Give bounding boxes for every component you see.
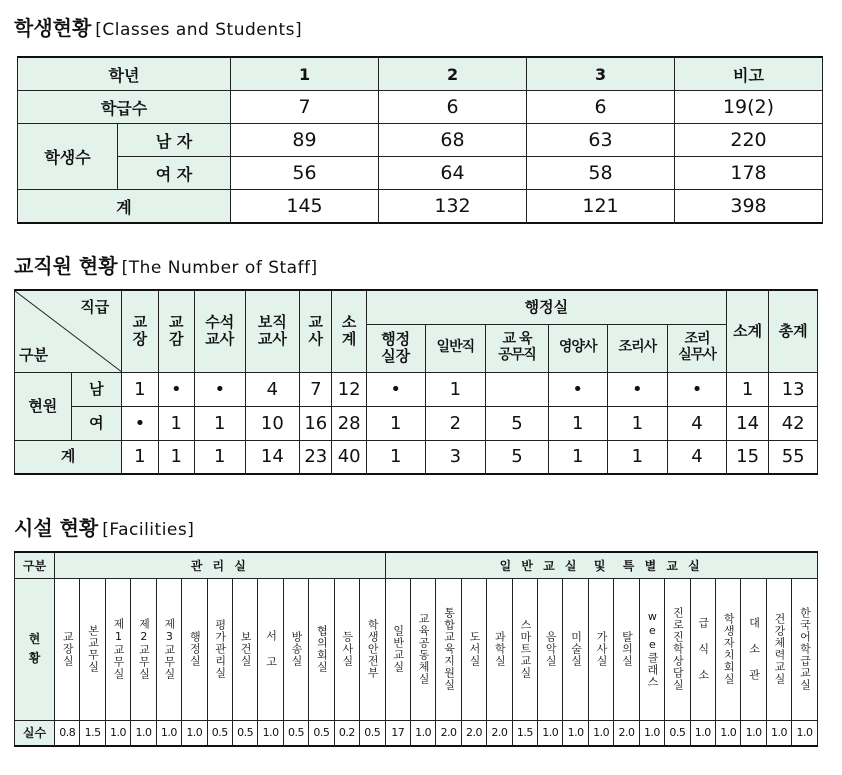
students-title: 학생현황 (14, 16, 92, 40)
staff-cell: 1 (548, 406, 607, 440)
staff-cell: 2 (425, 406, 486, 440)
nutritionist-header: 영양사 (548, 324, 607, 372)
staff-cell: 1 (726, 372, 768, 406)
facility-count-cell: 0.8 (55, 720, 80, 746)
facility-count-cell: 1.0 (716, 720, 741, 746)
staff-table (14, 289, 818, 475)
staff-cell: 13 (769, 372, 818, 406)
facility-name-cell: 일반교실 (385, 578, 410, 720)
head-teacher-header: 수석 교사 (194, 290, 245, 372)
staff-cell: 5 (486, 406, 549, 440)
total-cell: 132 (379, 190, 527, 224)
staff-cell: 1 (425, 372, 486, 406)
staff-total-cell: 4 (668, 440, 727, 474)
staff-corner-cell (15, 290, 122, 372)
students-section-title (14, 12, 302, 41)
students-total-row (18, 190, 823, 224)
remarks-header: 비고 (675, 57, 823, 91)
facility-name-cell: 방송실 (283, 578, 308, 720)
facility-name-cell: 진로진학상담실 (665, 578, 690, 720)
facility-name-cell: 본교무실 (80, 578, 105, 720)
edu-civil-header: 교 육 공무직 (486, 324, 549, 372)
grandtotal-header: 총계 (769, 290, 818, 372)
facility-count-cell: 0.5 (360, 720, 385, 746)
cook-header: 조리사 (607, 324, 668, 372)
facility-name-cell: 탈의실 (614, 578, 639, 720)
staff-male-row (15, 372, 818, 406)
facility-count-cell: 2.0 (614, 720, 639, 746)
classes-cell: 6 (527, 91, 675, 124)
facility-name-cell: 도서실 (461, 578, 486, 720)
female-cell: 64 (379, 157, 527, 190)
female-cell: 58 (527, 157, 675, 190)
facility-name-cell: 급 식 소 (690, 578, 715, 720)
female-cell: 178 (675, 157, 823, 190)
general-staff-header: 일반직 (425, 324, 486, 372)
staff-cell: 42 (769, 406, 818, 440)
staff-total-cell: 1 (366, 440, 425, 474)
students-table (17, 56, 823, 224)
staff-total-cell: 15 (726, 440, 768, 474)
facility-name-cell: 제2교무실 (131, 578, 156, 720)
facility-count-cell: 1.0 (105, 720, 130, 746)
staff-cell: 14 (726, 406, 768, 440)
staff-total-cell: 1 (122, 440, 158, 474)
male-cell: 220 (675, 124, 823, 157)
female-cell: 56 (231, 157, 379, 190)
facilities-name-row (15, 578, 818, 720)
classes-row (18, 91, 823, 124)
facility-name-cell: wee클래스 (639, 578, 664, 720)
staff-female-label: 여 (71, 406, 122, 440)
total-cell: 121 (527, 190, 675, 224)
female-row (18, 157, 823, 190)
facility-name-cell: 보건실 (232, 578, 257, 720)
facility-count-cell: 0.5 (283, 720, 308, 746)
facility-count-cell: 1.0 (131, 720, 156, 746)
classes-cell: 6 (379, 91, 527, 124)
facility-count-cell: 1.0 (690, 720, 715, 746)
staff-total-row (15, 440, 818, 474)
staff-cell: 1 (366, 406, 425, 440)
staff-total-label: 계 (15, 440, 122, 474)
facility-name-cell: 음악실 (538, 578, 563, 720)
facility-name-cell: 학생자치회실 (716, 578, 741, 720)
staff-cell: 16 (300, 406, 332, 440)
staff-total-cell: 14 (245, 440, 300, 474)
facility-name-cell: 건강체력교실 (766, 578, 791, 720)
facility-name-cell: 학생안전부 (360, 578, 385, 720)
facility-name-cell: 한국어학급교실 (792, 578, 818, 720)
staff-cell: 1 (194, 406, 245, 440)
grade-2-header: 2 (379, 57, 527, 91)
staff-cell: • (194, 372, 245, 406)
staff-section-title (14, 250, 318, 279)
current-staff-label: 현원 (15, 372, 72, 440)
teacher-header: 교 사 (300, 290, 332, 372)
staff-cell: • (366, 372, 425, 406)
vice-principal-header: 교 감 (158, 290, 194, 372)
classes-cell: 19(2) (675, 91, 823, 124)
staff-male-label: 남 (71, 372, 122, 406)
staff-cell: • (158, 372, 194, 406)
facilities-section-title (14, 512, 194, 541)
students-title-en: [Classes and Students] (95, 20, 303, 40)
staff-cell: 4 (245, 372, 300, 406)
staff-total-cell: 1 (194, 440, 245, 474)
facilities-count-row (15, 720, 818, 746)
subtotal-header: 소계 (726, 290, 768, 372)
facilities-status-label: 현 황 (15, 578, 55, 720)
male-cell: 63 (527, 124, 675, 157)
classes-cell: 7 (231, 91, 379, 124)
classes-label: 학급수 (18, 91, 231, 124)
facility-name-cell: 행정실 (182, 578, 207, 720)
facility-count-cell: 2.0 (436, 720, 461, 746)
staff-cell: • (668, 372, 727, 406)
staff-cell: 1 (607, 406, 668, 440)
staff-cell: • (122, 406, 158, 440)
facility-name-cell: 등사실 (334, 578, 359, 720)
staff-total-cell: 3 (425, 440, 486, 474)
staff-total-cell: 5 (486, 440, 549, 474)
facility-count-cell: 0.5 (665, 720, 690, 746)
facility-count-cell: 1.0 (741, 720, 766, 746)
grade-3-header: 3 (527, 57, 675, 91)
grade-header: 학년 (18, 57, 231, 91)
facility-count-cell: 2.0 (461, 720, 486, 746)
facilities-title: 시설 현황 (14, 516, 99, 540)
facilities-title-en: [Facilities] (102, 520, 195, 540)
admin-chief-header: 행정 실장 (366, 324, 425, 372)
staff-female-row (15, 406, 818, 440)
facility-count-cell: 1.0 (588, 720, 613, 746)
staff-cell: 1 (158, 406, 194, 440)
facility-count-cell: 0.5 (207, 720, 232, 746)
admin-office-header: 행정실 (366, 290, 726, 324)
facilities-table (14, 551, 818, 747)
facility-name-cell: 스마트교실 (512, 578, 537, 720)
facility-count-cell: 1.0 (538, 720, 563, 746)
facilities-category-header: 구분 (15, 552, 55, 578)
staff-total-cell: 1 (548, 440, 607, 474)
staff-cell: • (607, 372, 668, 406)
facility-name-cell: 제3교무실 (156, 578, 181, 720)
staff-header-row (15, 290, 818, 324)
facility-name-cell: 평가관리실 (207, 578, 232, 720)
facility-name-cell: 과학실 (487, 578, 512, 720)
rank-label: 직급 (80, 298, 110, 316)
staff-cell: 28 (332, 406, 366, 440)
facility-count-cell: 1.0 (258, 720, 283, 746)
facility-count-cell: 1.0 (156, 720, 181, 746)
staff-total-cell: 1 (607, 440, 668, 474)
grade-1-header: 1 (231, 57, 379, 91)
staff-total-cell: 1 (158, 440, 194, 474)
facility-count-cell: 1.5 (512, 720, 537, 746)
facility-name-cell: 협의회실 (309, 578, 334, 720)
facility-name-cell: 가사실 (588, 578, 613, 720)
staff-total-cell: 55 (769, 440, 818, 474)
facility-count-cell: 0.5 (232, 720, 257, 746)
facility-name-cell: 미술실 (563, 578, 588, 720)
staff-cell: 7 (300, 372, 332, 406)
total-cell: 398 (675, 190, 823, 224)
category-label: 구분 (19, 345, 48, 364)
staff-total-cell: 40 (332, 440, 366, 474)
facility-name-cell: 대 소 관 (741, 578, 766, 720)
staff-cell: 12 (332, 372, 366, 406)
facilities-group-row (15, 552, 818, 578)
staff-cell (486, 372, 549, 406)
staff-title-en: [The Number of Staff] (121, 258, 318, 278)
staff-total-cell: 23 (300, 440, 332, 474)
staff-cell: 1 (122, 372, 158, 406)
facility-count-cell: 1.0 (792, 720, 818, 746)
staff-cell: 10 (245, 406, 300, 440)
students-header-row (18, 57, 823, 91)
facility-count-cell: 1.0 (639, 720, 664, 746)
cook-staff-header: 조리 실무사 (668, 324, 727, 372)
students-total-label: 계 (18, 190, 231, 224)
male-row (18, 124, 823, 157)
facility-count-cell: 0.2 (334, 720, 359, 746)
principal-header: 교 장 (122, 290, 158, 372)
facilities-count-label: 실수 (15, 720, 55, 746)
classrooms-header: 일 반 교 실 및 특 별 교 실 (385, 552, 817, 578)
facility-name-cell: 제1교무실 (105, 578, 130, 720)
staff-cell: 4 (668, 406, 727, 440)
facility-count-cell: 1.0 (563, 720, 588, 746)
male-cell: 68 (379, 124, 527, 157)
facility-count-cell: 17 (385, 720, 410, 746)
staff-cell: • (548, 372, 607, 406)
male-cell: 89 (231, 124, 379, 157)
female-label: 여 자 (118, 157, 231, 190)
management-rooms-header: 관 리 실 (55, 552, 386, 578)
facility-count-cell: 1.0 (766, 720, 791, 746)
total-cell: 145 (231, 190, 379, 224)
teacher-subtotal-header: 소 계 (332, 290, 366, 372)
facility-count-cell: 1.0 (410, 720, 435, 746)
facility-count-cell: 0.5 (309, 720, 334, 746)
students-count-label: 학생수 (18, 124, 118, 190)
facility-count-cell: 1.5 (80, 720, 105, 746)
facility-name-cell: 서 고 (258, 578, 283, 720)
facility-name-cell: 통합교육지원실 (436, 578, 461, 720)
facility-count-cell: 2.0 (487, 720, 512, 746)
dept-teacher-header: 보직 교사 (245, 290, 300, 372)
facility-name-cell: 교장실 (55, 578, 80, 720)
facility-count-cell: 1.0 (182, 720, 207, 746)
male-label: 남 자 (118, 124, 231, 157)
staff-title: 교직원 현황 (14, 254, 118, 278)
facility-name-cell: 교육공동체실 (410, 578, 435, 720)
